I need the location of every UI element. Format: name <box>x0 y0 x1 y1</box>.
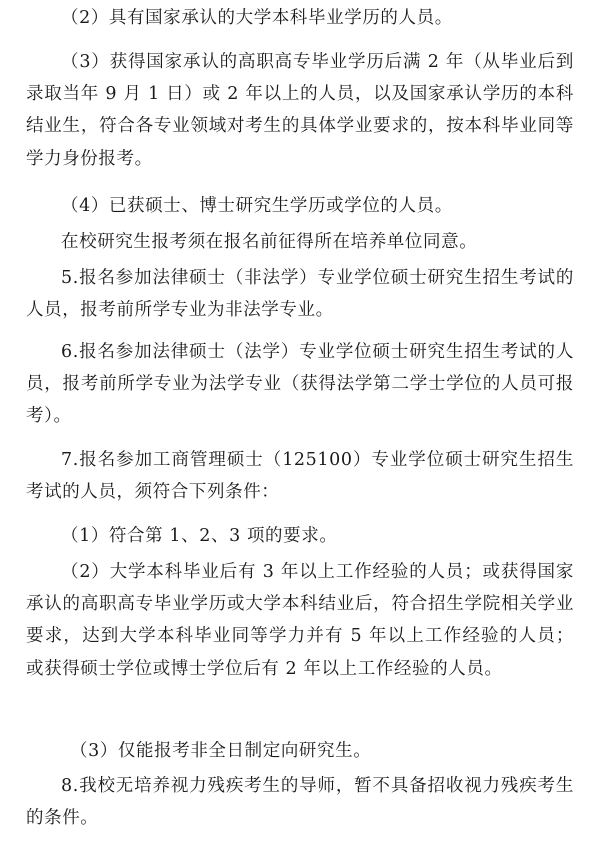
paragraph-1: （2）具有国家承认的大学本科毕业学历的人员。 <box>61 8 453 28</box>
paragraph-8: （1）符合第 1、2、3 项的要求。 <box>61 526 338 546</box>
paragraph-5: 5.报名参加法律硕士（非法学）专业学位硕士研究生招生考试的人员，报考前所学专业为非法学专业。 <box>26 268 574 321</box>
paragraph-6: 6.报名参加法律硕士（法学）专业学位硕士研究生招生考试的人员，报考前所学专业为法学专业（获得法学第二学士学位的人员可报考）。 <box>26 342 574 427</box>
paragraph-9: （2）大学本科毕业后有 3 年以上工作经验的人员；或获得国家承认的高职高专毕业学历或大学本科结业后，符合招生学院相关学业要求，达到大学本科毕业同等学力并有 5 年以上工作经验的人员；或获得硕士学位或博士学位后有 2 年以上工作经验的人员。 <box>26 562 574 679</box>
paragraph-2: （3）获得国家承认的高职高专毕业学历后满 2 年（从毕业后到录取当年 9 月 1 日）或 2 年以上的人员，以及国家承认学历的本科结业生，符合各专业领域对考生的具体学业要求的，按本科毕业同等学力身份报考。 <box>26 52 574 169</box>
paragraph-7: 7.报名参加工商管理硕士（125100）专业学位硕士研究生招生考试的人员，须符合下列条件： <box>26 450 574 503</box>
paragraph-3: （4）已获硕士、博士研究生学历或学位的人员。 <box>61 196 453 216</box>
paragraph-11: 8.我校无培养视力残疾考生的导师，暂不具备招收视力残疾考生的条件。 <box>26 776 574 829</box>
paragraph-10: （3）仅能报考非全日制定向研究生。 <box>70 741 372 761</box>
paragraph-4: 在校研究生报考须在报名前征得所在培养单位同意。 <box>61 232 478 252</box>
